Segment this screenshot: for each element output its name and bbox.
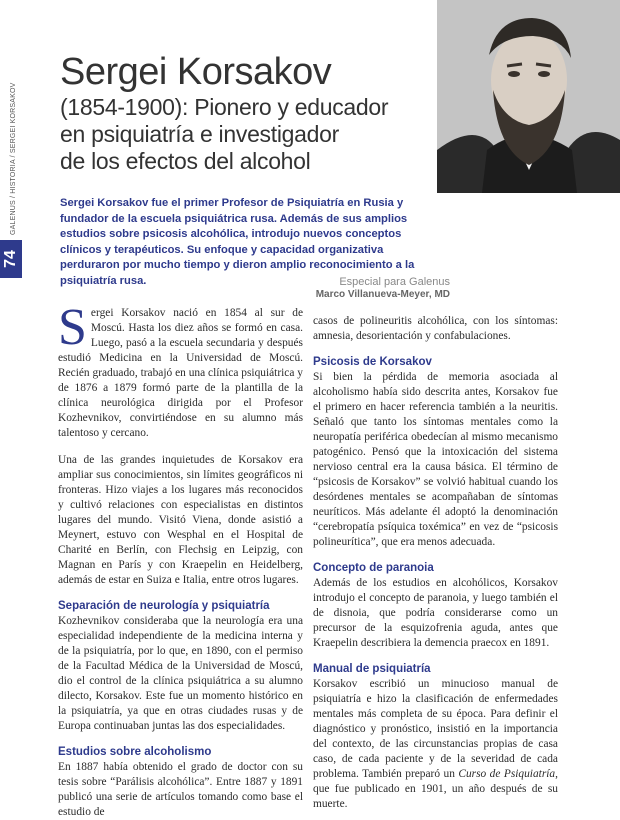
subtitle-line-3: de los efectos del alcohol bbox=[60, 148, 311, 174]
article-title: Sergei Korsakov bbox=[60, 51, 332, 93]
book-title: Curso de Psiquiatría bbox=[458, 768, 556, 780]
title-block bbox=[60, 50, 430, 175]
portrait-illustration bbox=[437, 0, 620, 193]
section-heading: Estudios sobre alcoholismo bbox=[58, 746, 212, 758]
paragraph-text: , que fue publicado en 1901, un año después de su muerte. bbox=[313, 768, 558, 810]
section-heading: Manual de psiquiatría bbox=[313, 663, 431, 675]
byline-special: Especial para Galenus bbox=[339, 276, 450, 288]
left-column bbox=[58, 299, 303, 820]
body-paragraph bbox=[58, 299, 303, 441]
portrait-photo bbox=[437, 0, 620, 193]
subtitle-line-1: (1854-1900): Pionero y educador bbox=[60, 94, 389, 120]
subtitle-line-2: en psiquiatría e investigador bbox=[60, 121, 339, 147]
body-paragraph: Una de las grandes inquietudes de Korsakov era ampliar sus conocimientos, sin límites geográficos ni fronteras. Hizo viajes a los lugares más reconocidos y cultivó relaciones con especialistas en distintos lugares del mundo. Visitó Viena, donde asistió a Meynert, estuvo con Wesphal en el Hospital de Charité en Berlín, con Flechsig en Leipzig, con Magnan en París y con Kraepelin en Heidelberg, además de estar en Suiza e Italia, entre otros lugares. bbox=[58, 454, 303, 586]
sidebar bbox=[0, 0, 22, 275]
section-path-strip bbox=[6, 82, 21, 235]
drop-cap: S bbox=[58, 299, 87, 356]
byline-author: Marco Villanueva-Meyer, MD bbox=[315, 289, 450, 300]
body-paragraph: En 1887 había obtenido el grado de doctor con su tesis sobre “Parálisis alcohólica”. Entre 1887 y 1891 publicó una serie de artículos tomando como base el estudio de bbox=[58, 761, 303, 818]
body-paragraph: casos de polineuritis alcohólica, con los síntomas: amnesia, desorientación y confabulaciones. bbox=[313, 315, 558, 342]
section-path: GALENUS / HISTORIA / SERGEI KORSAKOV bbox=[10, 82, 17, 235]
paragraph-text: ergei Korsakov nació en 1854 al sur de Moscú. Hasta los diez años se formó en casa. Luego, pasó a la escuela secundaria y después estudió Medicina en la Universidad de Moscú. Recién graduado, trabajó en una clínica psiquiátrica y de 1876 a 1879 formó parte de la plantilla de la clínica neurológica dirigida por el Profesor Kozhevnikov, convirtiéndose en su alumno más talentoso y cercano. bbox=[58, 307, 303, 439]
paragraph-text: Korsakov escribió un minucioso manual de psiquiatría e hizo la clasificación de enfermedades mentales más completa de su época. Para definir el diagnóstico y pronóstico, insistió en la importancia del contexto, de las circunstancias propias de casa caso, de cada paciente y de la severidad de cada problema. También preparó un bbox=[313, 678, 558, 780]
right-column bbox=[313, 314, 558, 812]
page-number-box bbox=[0, 240, 22, 278]
body-paragraph: Además de los estudios en alcohólicos, Korsakov introdujo el concepto de paranoia, y luego también el de disnoia, que podría considerarse como un precursor de la esquizofrenia aguda, antes que Kraepelin describiera la demencia praecox en 1891. bbox=[313, 577, 558, 649]
page-number: 74 bbox=[1, 250, 19, 268]
section-heading: Psicosis de Korsakov bbox=[313, 356, 432, 368]
body-paragraph: Si bien la pérdida de memoria asociada al alcoholismo había sido descrita antes, Korsakov fue el primero en hacer referencia también a la neuritis. Señaló que tanto los síntomas mentales como la neuropatía periférica obedecían al mismo mecanismo patogénico. Pensó que la intoxicación del sistema nervioso central era la causa básica. El término de “psicosis de Korsakov” se volvió habitual cuando los desórdenes mentales se acompañaban de síntomas neuríticos. Más adelante él adoptó la denominación “cerebropatía psíquica toxémica” en vez de “psicosis polineurítica”, que era menos adecuada. bbox=[313, 371, 558, 548]
body-paragraph: Kozhevnikov consideraba que la neurología era una especialidad independiente de la medicina interna y de la psiquiatría, por lo que, en 1890, con el permiso de la Facultad Médica de la Universidad de Moscú, dio el control de la clínica psiquiátrica a su alumno dilecto, Korsakov. Este fue un momento histórico en la psiquiatría, ya que en otras ciudades rusas y de Europa continuaban juntas las dos especialidades. bbox=[58, 615, 303, 732]
lead-paragraph: Sergei Korsakov fue el primer Profesor de Psiquiatría en Rusia y fundador de la escuela psiquiátrica rusa. Además de sus amplios estudios sobre psicosis alcohólica, introdujo nuevos conceptos clínicos y terapéuticos. Su enfoque y capacidad organizativa perduraron por mucho tiempo y dieron amplio reconocimiento a la psiquiatría rusa. bbox=[60, 197, 415, 287]
section-heading: Separación de neurología y psiquiatría bbox=[58, 600, 270, 612]
section-heading: Concepto de paranoia bbox=[313, 562, 434, 574]
body-paragraph bbox=[313, 677, 558, 812]
byline bbox=[316, 276, 450, 300]
